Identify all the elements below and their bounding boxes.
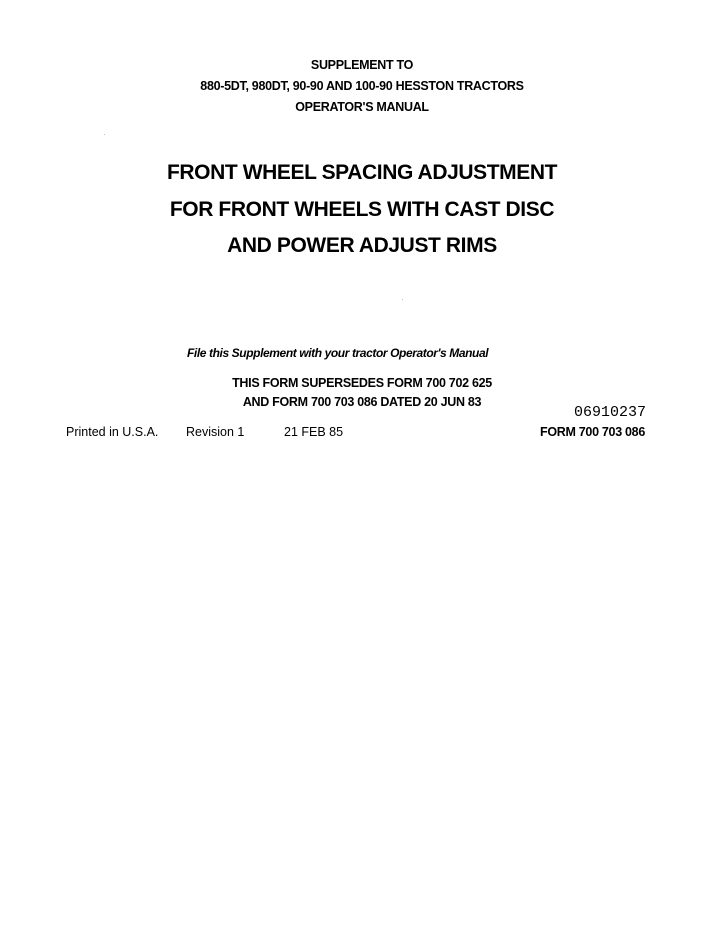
title-line-3: AND POWER ADJUST RIMS	[227, 234, 497, 257]
title-line-2: FOR FRONT WHEELS WITH CAST DISC	[169, 198, 555, 221]
supersedes-line-2: AND FORM 700 703 086 DATED 20 JUN 83	[242, 395, 482, 409]
title-line-1: FRONT WHEEL SPACING ADJUSTMENT	[166, 161, 558, 184]
form-number: FORM 700 703 086	[540, 425, 645, 439]
printed-in: Printed in U.S.A.	[66, 425, 159, 439]
scan-speck	[104, 134, 105, 135]
revision: Revision 1	[186, 425, 245, 439]
supersedes-line-1: THIS FORM SUPERSEDES FORM 700 702 625	[232, 376, 492, 390]
scan-speck	[402, 299, 403, 300]
supplement-line-2: 880-5DT, 980DT, 90-90 AND 100-90 HESSTON TRACTORS	[200, 79, 524, 93]
revision-date: 21 FEB 85	[284, 425, 344, 439]
supplement-line-1: SUPPLEMENT TO	[310, 58, 414, 72]
form-code: 06910237	[574, 404, 647, 421]
supplement-line-3: OPERATOR'S MANUAL	[295, 100, 429, 114]
file-note: File this Supplement with your tractor Operator's Manual	[187, 346, 489, 360]
